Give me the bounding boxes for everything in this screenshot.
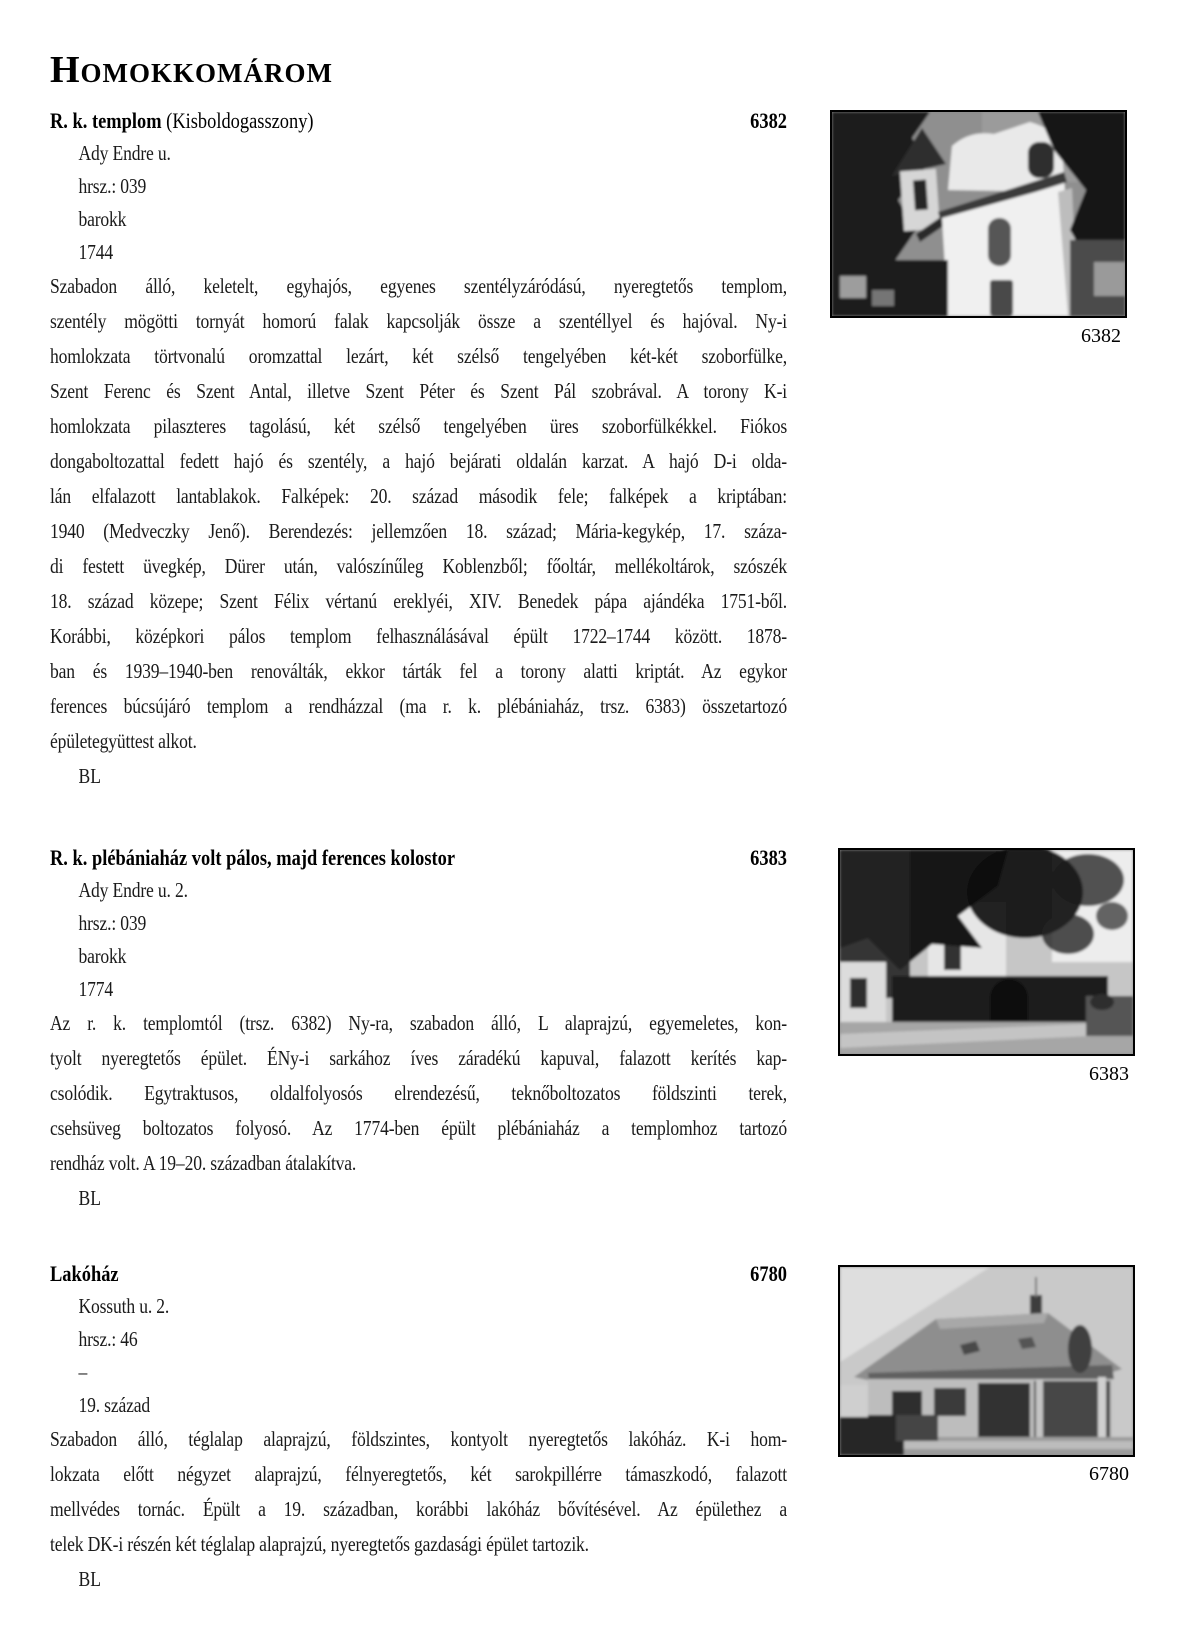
body-text-line: di festett üvegkép, Dürer után, valószínűleg Koblenzből; főoltár, mellékoltárok, szószék bbox=[50, 554, 787, 578]
body-text-line: szentély mögötti tornyát homorú falak kapcsolják össze a szentéllyel és hajóval. Ny-i bbox=[50, 309, 787, 333]
date-line: 1774 bbox=[78, 977, 113, 1001]
body-text-line: Szabadon álló, keletelt, egyhajós, egyenes szentélyzáródású, nyeregtetős templom, bbox=[50, 274, 787, 298]
house-photo-art bbox=[840, 1267, 1133, 1455]
date-line: 1744 bbox=[78, 240, 113, 264]
body-text-line: Szabadon álló, téglalap alaprajzú, földszintes, kontyolt nyeregtetős lakóház. K-i hom- bbox=[50, 1427, 787, 1451]
photo-parsonage-6383 bbox=[838, 848, 1135, 1056]
entry-title-bold: R. k. templom bbox=[50, 108, 162, 133]
parcel-line: hrsz.: 039 bbox=[78, 174, 147, 198]
monument-id: 6780 bbox=[750, 1261, 787, 1286]
address-line: Kossuth u. 2. bbox=[78, 1294, 170, 1318]
photo-church-6382 bbox=[830, 110, 1127, 318]
parcel-line: hrsz.: 46 bbox=[78, 1327, 138, 1351]
page-title: Homokkomárom bbox=[50, 49, 334, 92]
style-line: – bbox=[78, 1360, 88, 1384]
body-text-line: mellvédes tornác. Épült a 19. században, korábbi lakóház bővítésével. Az épülethez a bbox=[50, 1497, 787, 1521]
date-line: 19. század bbox=[78, 1393, 151, 1417]
body-text-line: Szent Ferenc és Szent Antal, illetve Szent Péter és Szent Pál szobrával. A torony K-i bbox=[50, 379, 787, 403]
entry-title bbox=[50, 841, 455, 874]
entry-title bbox=[50, 1257, 119, 1290]
parcel-line: hrsz.: 039 bbox=[78, 911, 147, 935]
photo-caption: 6383 bbox=[1089, 1063, 1129, 1085]
body-text-line: csolódik. Egytraktusos, oldalfolyosós elrendezésű, teknőboltozatos földszinti terek, bbox=[50, 1081, 787, 1105]
body-text-line: lokzata előtt négyzet alaprajzú, félnyeregtetős, két sarokpillérre támaszkodó, falazott bbox=[50, 1462, 787, 1486]
body-text-line: ban és 1939–1940-ben renoválták, ekkor tárták fel a torony alatti kriptát. Az egykor bbox=[50, 659, 787, 683]
body-text-line: tyolt nyeregtetős épület. ÉNy-i sarkához íves záradékú kapuval, falazott kerítés kap- bbox=[50, 1046, 787, 1070]
body-text-line: 1940 (Medveczky Jenő). Berendezés: jellemzően 18. század; Mária-kegykép, 17. száza- bbox=[50, 519, 787, 543]
address-line: Ady Endre u. bbox=[78, 141, 171, 165]
church-photo-art bbox=[832, 112, 1125, 316]
description-paragraph bbox=[50, 1006, 787, 1181]
monument-id: 6383 bbox=[750, 845, 787, 870]
entry-title-bold: R. k. plébániaház volt pálos, majd ferences kolostor bbox=[50, 845, 456, 870]
monument-id: 6382 bbox=[750, 108, 787, 133]
entry-header bbox=[50, 1257, 787, 1290]
body-text-line: ferences búcsújáró templom a rendházzal (ma r. k. plébániaház, trsz. 6383) összetartozó bbox=[50, 694, 787, 718]
author-initials: BL bbox=[78, 764, 101, 788]
photo-caption: 6780 bbox=[1089, 1463, 1129, 1485]
style-line: barokk bbox=[78, 944, 127, 968]
photo-house-6780 bbox=[838, 1265, 1135, 1457]
body-text-line: Korábbi, középkori pálos templom felhasználásával épült 1722–1744 között. 1878- bbox=[50, 624, 787, 648]
entry-header bbox=[50, 841, 787, 874]
body-text-line: épületegyüttest alkot. bbox=[50, 729, 197, 753]
description-paragraph bbox=[50, 1422, 787, 1562]
body-text-line: lán elfalazott lantablakok. Falképek: 20. század második fele; falképek a kriptában: bbox=[50, 484, 787, 508]
photo-caption: 6382 bbox=[1081, 325, 1121, 347]
entry-header bbox=[50, 104, 787, 137]
description-paragraph bbox=[50, 269, 787, 759]
body-text-line: csehsüveg boltozatos folyosó. Az 1774-ben épült plébániaház a templomhoz tartozó bbox=[50, 1116, 787, 1140]
entry-templom-6382 bbox=[50, 104, 810, 794]
author-initials: BL bbox=[78, 1186, 101, 1210]
body-text-line: Az r. k. templomtól (trsz. 6382) Ny-ra, szabadon álló, L alaprajzú, egyemeletes, kon- bbox=[50, 1011, 787, 1035]
entry-title-suffix: (Kisboldogasszony) bbox=[161, 108, 314, 133]
style-line: barokk bbox=[78, 207, 127, 231]
parsonage-photo-art bbox=[840, 850, 1133, 1054]
body-text-line: rendház volt. A 19–20. században átalakítva. bbox=[50, 1151, 357, 1175]
entry-title-bold: Lakóház bbox=[50, 1261, 119, 1286]
author-initials: BL bbox=[78, 1567, 101, 1591]
entry-lakohaz-6780 bbox=[50, 1257, 810, 1597]
body-text-line: 18. század közepe; Szent Félix vértanú ereklyéi, XIV. Benedek pápa ajándéka 1751-ből. bbox=[50, 589, 787, 613]
entry-title bbox=[50, 104, 314, 137]
body-text-line: telek DK-i részén két téglalap alaprajzú, nyeregtetős gazdasági épület tartozik. bbox=[50, 1532, 589, 1556]
address-line: Ady Endre u. 2. bbox=[78, 878, 188, 902]
entry-plebaniahaz-6383 bbox=[50, 841, 810, 1216]
body-text-line: homlokzata pilaszteres tagolású, két szélső tengelyében üres szoborfülkékkel. Fiókos bbox=[50, 414, 787, 438]
body-text-line: homlokzata törtvonalú oromzattal lezárt, két szélső tengelyében két-két szoborfülke, bbox=[50, 344, 787, 368]
body-text-line: dongaboltozattal fedett hajó és szentély, a hajó bejárati oldalán karzat. A hajó D-i olda- bbox=[50, 449, 787, 473]
